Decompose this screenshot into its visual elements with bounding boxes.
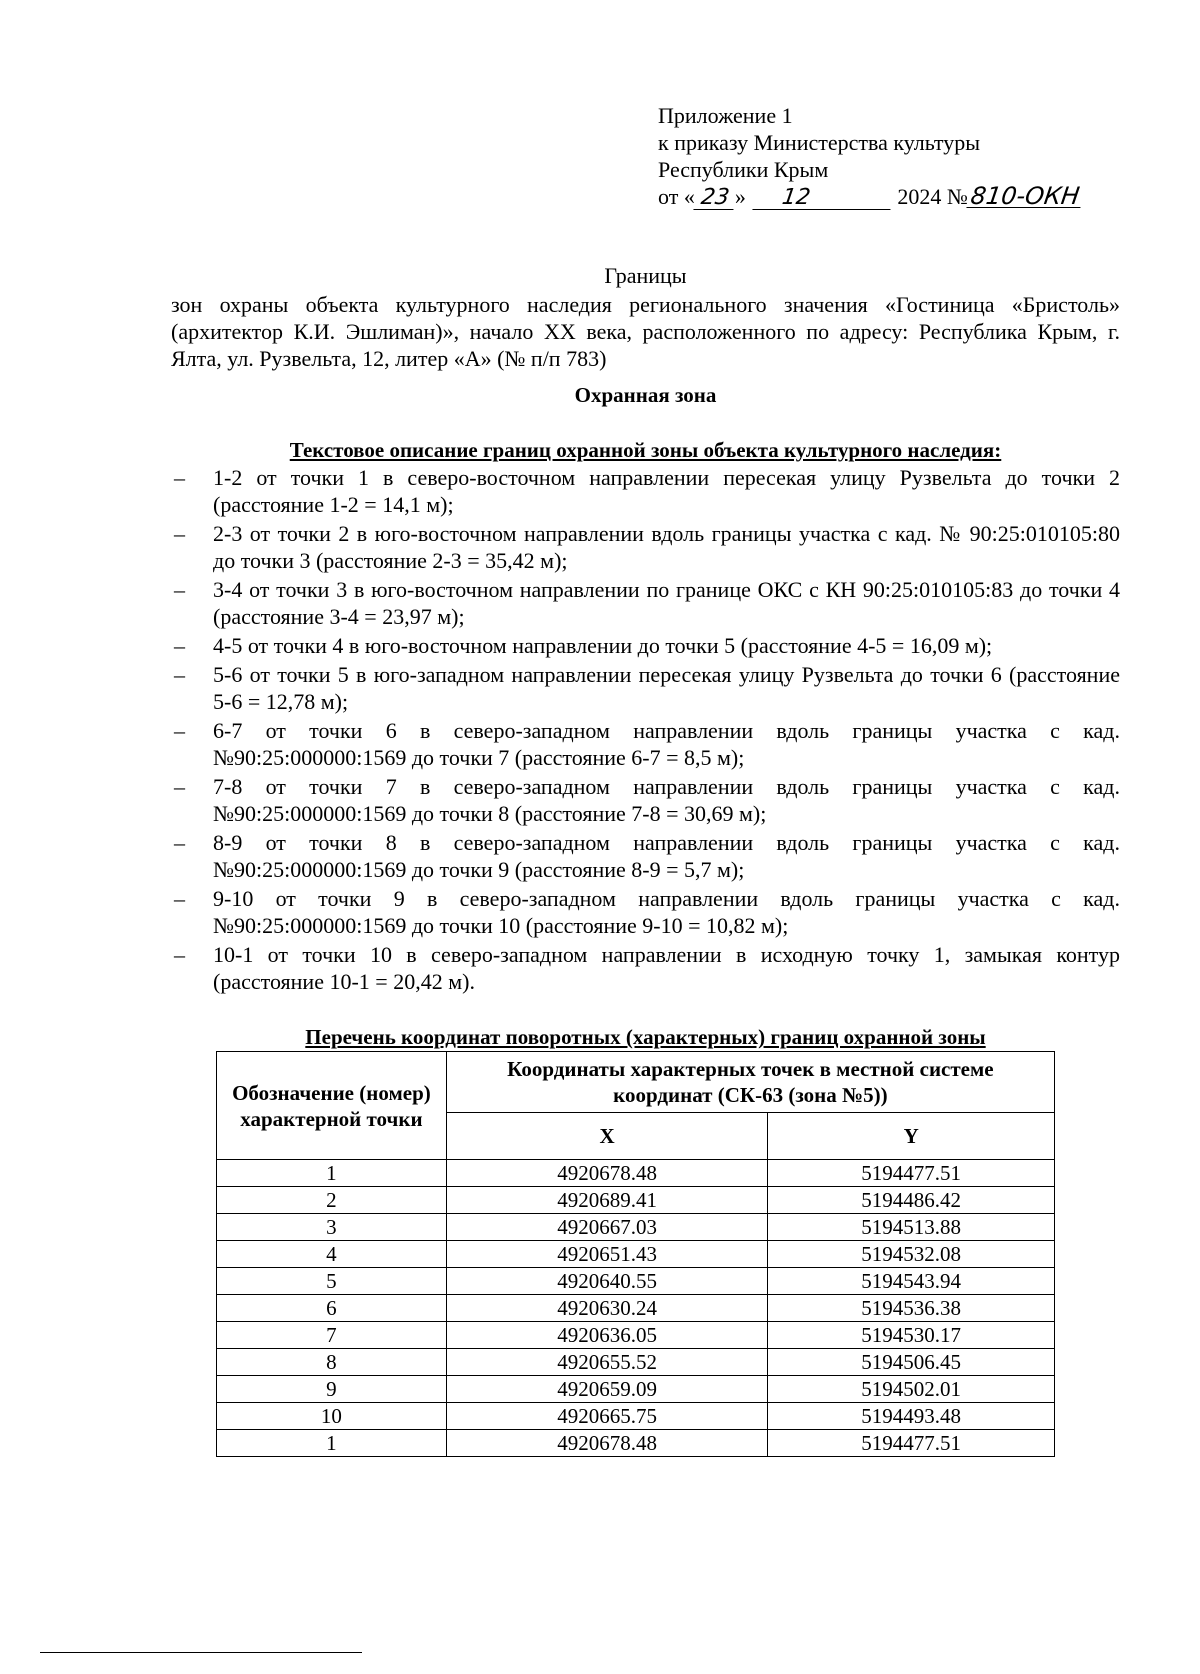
table-row (217, 1430, 1055, 1457)
x-value: 4920678.48 (446, 1160, 768, 1187)
table-header-row (217, 1052, 1055, 1113)
footer-divider (40, 1652, 362, 1653)
list-dash: – (174, 942, 185, 967)
list-dash: – (174, 774, 185, 799)
list-item-text: 9-10 от точки 9 в северо-западном направлении вдоль границы участка с кад. №90:25:000000:1569 до точки 10 (расстояние 9-10 = 10,82 м); (213, 886, 1120, 938)
title-heading: Границы (604, 263, 687, 288)
list-dash: – (174, 830, 185, 855)
point-number: 4 (217, 1241, 447, 1268)
coordinates-table (216, 1051, 1055, 1457)
list-item (171, 661, 1120, 715)
list-dash: – (174, 521, 185, 546)
list-item (171, 885, 1120, 939)
list-item (171, 773, 1120, 827)
list-item-text: 10-1 от точки 10 в северо-западном направлении в исходную точку 1, замыкая контур (расстояние 10-1 = 20,42 м). (213, 942, 1120, 994)
x-value: 4920655.52 (446, 1349, 768, 1376)
x-value: 4920689.41 (446, 1187, 768, 1214)
list-item (171, 576, 1120, 630)
table-row (217, 1349, 1055, 1376)
list-item-text: 1-2 от точки 1 в северо-восточном направлении пересекая улицу Рузвельта до точки 2 (расстояние 1-2 = 14,1 м); (213, 465, 1120, 517)
x-value: 4920640.55 (446, 1268, 768, 1295)
point-number: 2 (217, 1187, 447, 1214)
table-row (217, 1268, 1055, 1295)
date-close: » (734, 184, 746, 209)
list-dash: – (174, 718, 185, 743)
boundary-description-list (171, 464, 1120, 997)
table-row (217, 1295, 1055, 1322)
coordinates-table-title: Перечень координат поворотных (характерных) границ охранной зоны (305, 1025, 986, 1049)
table-row (217, 1376, 1055, 1403)
list-item-text: 2-3 от точки 2 в юго-восточном направлении вдоль границы участка с кад. № 90:25:010105:80 до точки 3 (расстояние 2-3 = 35,42 м); (213, 521, 1120, 573)
y-header: Y (768, 1113, 1055, 1160)
y-value: 5194506.45 (768, 1349, 1055, 1376)
list-item (171, 464, 1120, 518)
list-item-text: 5-6 от точки 5 в юго-западном направлении пересекая улицу Рузвельта до точки 6 (расстояние 5-6 = 12,78 м); (213, 662, 1120, 714)
y-value: 5194477.51 (768, 1430, 1055, 1457)
point-number: 5 (217, 1268, 447, 1295)
appendix-republic: Республики Крым (658, 157, 829, 182)
appendix-number: Приложение 1 (658, 103, 793, 128)
table-row (217, 1322, 1055, 1349)
list-dash: – (174, 633, 185, 658)
appendix-date-line (658, 183, 1082, 210)
point-number: 3 (217, 1214, 447, 1241)
list-dash: – (174, 886, 185, 911)
table-row (217, 1160, 1055, 1187)
date-month-handwritten: 12 (752, 187, 893, 210)
table-row (217, 1403, 1055, 1430)
point-number: 1 (217, 1160, 447, 1187)
list-item (171, 717, 1120, 771)
date-day-handwritten: 23 (693, 187, 736, 210)
y-value: 5194530.17 (768, 1322, 1055, 1349)
y-value: 5194532.08 (768, 1241, 1055, 1268)
section-title: Охранная зона (574, 383, 717, 407)
date-year: 2024 № (897, 184, 968, 209)
x-value: 4920678.48 (446, 1430, 768, 1457)
point-number: 10 (217, 1403, 447, 1430)
date-prefix: от « (658, 184, 695, 209)
point-designation-header: Обозначение (номер) характерной точки (217, 1052, 447, 1160)
y-value: 5194536.38 (768, 1295, 1055, 1322)
x-value: 4920667.03 (446, 1214, 768, 1241)
y-value: 5194513.88 (768, 1214, 1055, 1241)
point-number: 6 (217, 1295, 447, 1322)
list-dash: – (174, 465, 185, 490)
table-row (217, 1241, 1055, 1268)
document-title (171, 262, 1120, 372)
appendix-order-ref: к приказу Министерства культуры (658, 130, 981, 155)
y-value: 5194502.01 (768, 1376, 1055, 1403)
point-number: 1 (217, 1430, 447, 1457)
x-header: X (446, 1113, 768, 1160)
list-item (171, 829, 1120, 883)
list-item-text: 3-4 от точки 3 в юго-восточном направлении по границе ОКС с КН 90:25:010105:83 до точки 4 (расстояние 3-4 = 23,97 м); (213, 577, 1120, 629)
point-number: 7 (217, 1322, 447, 1349)
x-value: 4920651.43 (446, 1241, 768, 1268)
list-item-text: 6-7 от точки 6 в северо-западном направлении вдоль границы участка с кад. №90:25:000000:1569 до точки 7 (расстояние 6-7 = 8,5 м); (213, 718, 1120, 770)
list-item-text: 7-8 от точки 7 в северо-западном направлении вдоль границы участка с кад. №90:25:000000:1569 до точки 8 (расстояние 7-8 = 30,69 м); (213, 774, 1120, 826)
y-value: 5194486.42 (768, 1187, 1055, 1214)
table-row (217, 1214, 1055, 1241)
list-item-text: 4-5 от точки 4 в юго-восточном направлении до точки 5 (расстояние 4-5 = 16,09 м); (213, 633, 993, 658)
text-description-title: Текстовое описание границ охранной зоны объекта культурного наследия: (289, 438, 1002, 462)
order-number-handwritten: 810-ОКН (966, 185, 1083, 208)
appendix-header (658, 102, 1082, 210)
y-value: 5194477.51 (768, 1160, 1055, 1187)
list-dash: – (174, 662, 185, 687)
x-value: 4920665.75 (446, 1403, 768, 1430)
point-number: 8 (217, 1349, 447, 1376)
point-number: 9 (217, 1376, 447, 1403)
list-dash: – (174, 577, 185, 602)
table-row (217, 1187, 1055, 1214)
list-item (171, 941, 1120, 995)
x-value: 4920636.05 (446, 1322, 768, 1349)
coordinates-header: Координаты характерных точек в местной системе координат (СК-63 (зона №5)) (446, 1052, 1054, 1113)
y-value: 5194493.48 (768, 1403, 1055, 1430)
x-value: 4920630.24 (446, 1295, 768, 1322)
y-value: 5194543.94 (768, 1268, 1055, 1295)
list-item (171, 632, 1120, 659)
list-item (171, 520, 1120, 574)
list-item-text: 8-9 от точки 8 в северо-западном направлении вдоль границы участка с кад. №90:25:000000:1569 до точки 9 (расстояние 8-9 = 5,7 м); (213, 830, 1120, 882)
title-description: зон охраны объекта культурного наследия регионального значения «Гостиница «Бристоль» (архитектор К.И. Эшлиман)», начало XX века, расположенного по адресу: Республика Крым, г. Ялта, ул. Рузвельта, 12, литер «А» (№ п/п 783) (171, 292, 1120, 371)
x-value: 4920659.09 (446, 1376, 768, 1403)
